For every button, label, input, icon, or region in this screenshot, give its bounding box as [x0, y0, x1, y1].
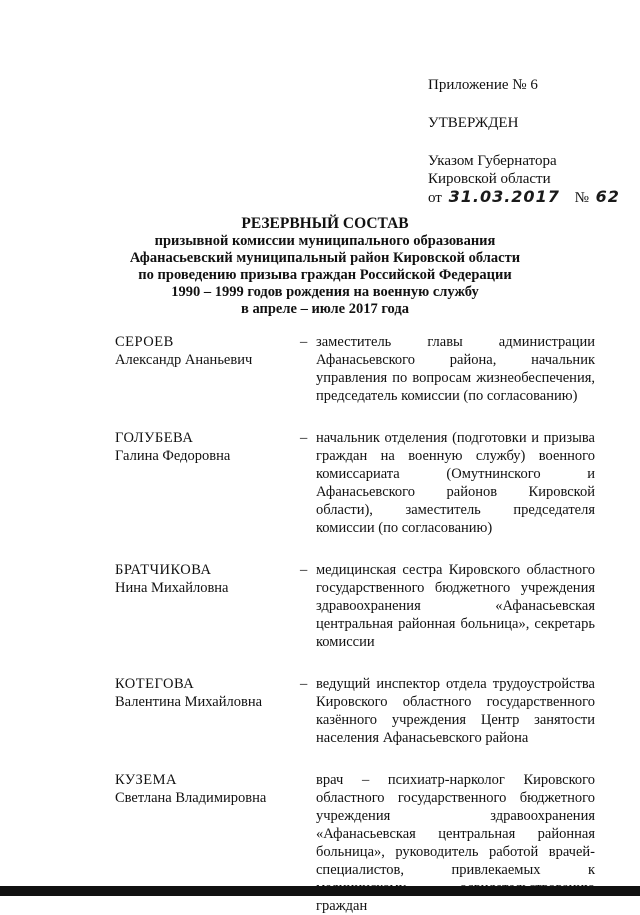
member-role: ведущий инспектор отдела трудоустройства Кировского областного государственного казённого учреждения Центр занятости населения Афанасьевского района	[316, 676, 595, 746]
decree-date-line	[428, 188, 628, 207]
member-entry	[115, 675, 595, 747]
appendix-label: Приложение № 6	[428, 77, 538, 93]
document-title	[110, 215, 540, 318]
member-dash: –	[300, 562, 308, 578]
title-line-1: РЕЗЕРВНЫЙ СОСТАВ	[241, 215, 409, 232]
member-role: начальник отделения (подготовки и призыва граждан на военную службу) военного комиссариата (Омутнинского и Афанасьевского районов Кировской области), заместитель председателя комиссии (по согласованию)	[316, 430, 595, 536]
member-given-name: Светлана Владимировна	[115, 790, 267, 806]
member-given-name: Галина Федоровна	[115, 448, 231, 464]
member-given-name: Нина Михайловна	[115, 580, 229, 596]
member-name	[115, 561, 300, 651]
approval-block	[428, 76, 628, 207]
member-name	[115, 429, 300, 537]
title-line-6: в апреле – июле 2017 года	[241, 301, 409, 317]
title-line-3: Афанасьевский муниципальный район Кировской области	[129, 250, 521, 266]
member-dash: –	[300, 334, 308, 350]
member-dash: –	[300, 430, 308, 446]
member-role: заместитель главы администрации Афанасьевского района, начальник управления по вопросам жизнеобеспечения, председатель комиссии (по согласованию)	[316, 334, 595, 404]
member-entry	[115, 429, 595, 537]
handwritten-number: 62	[595, 187, 620, 206]
member-entry	[115, 333, 595, 405]
member-given-name: Валентина Михайловна	[115, 694, 263, 710]
scan-edge-bar	[0, 886, 640, 896]
member-entry	[115, 561, 595, 651]
approved-label: УТВЕРЖДЕН	[428, 115, 519, 131]
member-surname: ГОЛУБЕВА	[115, 430, 194, 446]
from-label: от	[428, 190, 442, 206]
decree-line-1: Указом Губернатора	[428, 153, 557, 169]
member-role: медицинская сестра Кировского областного государственного бюджетного учреждения здравоохранения «Афанасьевская центральная районная больница», секретарь комиссии	[316, 562, 595, 650]
member-role: врач – психиатр-нарколог Кировского областного государственного бюджетного учреждения здравоохранения «Афанасьевская центральная районная больница», руководитель работой врачей-специалистов, привлекаемых к граждан	[316, 772, 595, 914]
title-line-2: призывной комиссии муниципального образования	[154, 233, 496, 249]
member-given-name: Александр Ананьевич	[115, 352, 253, 368]
member-surname: БРАТЧИКОВА	[115, 562, 212, 578]
member-name	[115, 333, 300, 405]
decree-line-2: Кировской области	[428, 171, 551, 187]
member-name	[115, 675, 300, 747]
handwritten-date: 31.03.2017	[448, 187, 560, 206]
member-surname: СЕРОЕВ	[115, 334, 174, 350]
title-line-5: 1990 – 1999 годов рождения на военную службу	[171, 284, 479, 300]
member-list	[115, 333, 595, 915]
member-surname: КУЗЕМА	[115, 772, 177, 788]
member-dash: –	[300, 676, 308, 692]
title-line-4: по проведению призыва граждан Российской Федерации	[138, 267, 512, 283]
number-label: №	[574, 190, 589, 206]
member-surname: КОТЕГОВА	[115, 676, 195, 692]
